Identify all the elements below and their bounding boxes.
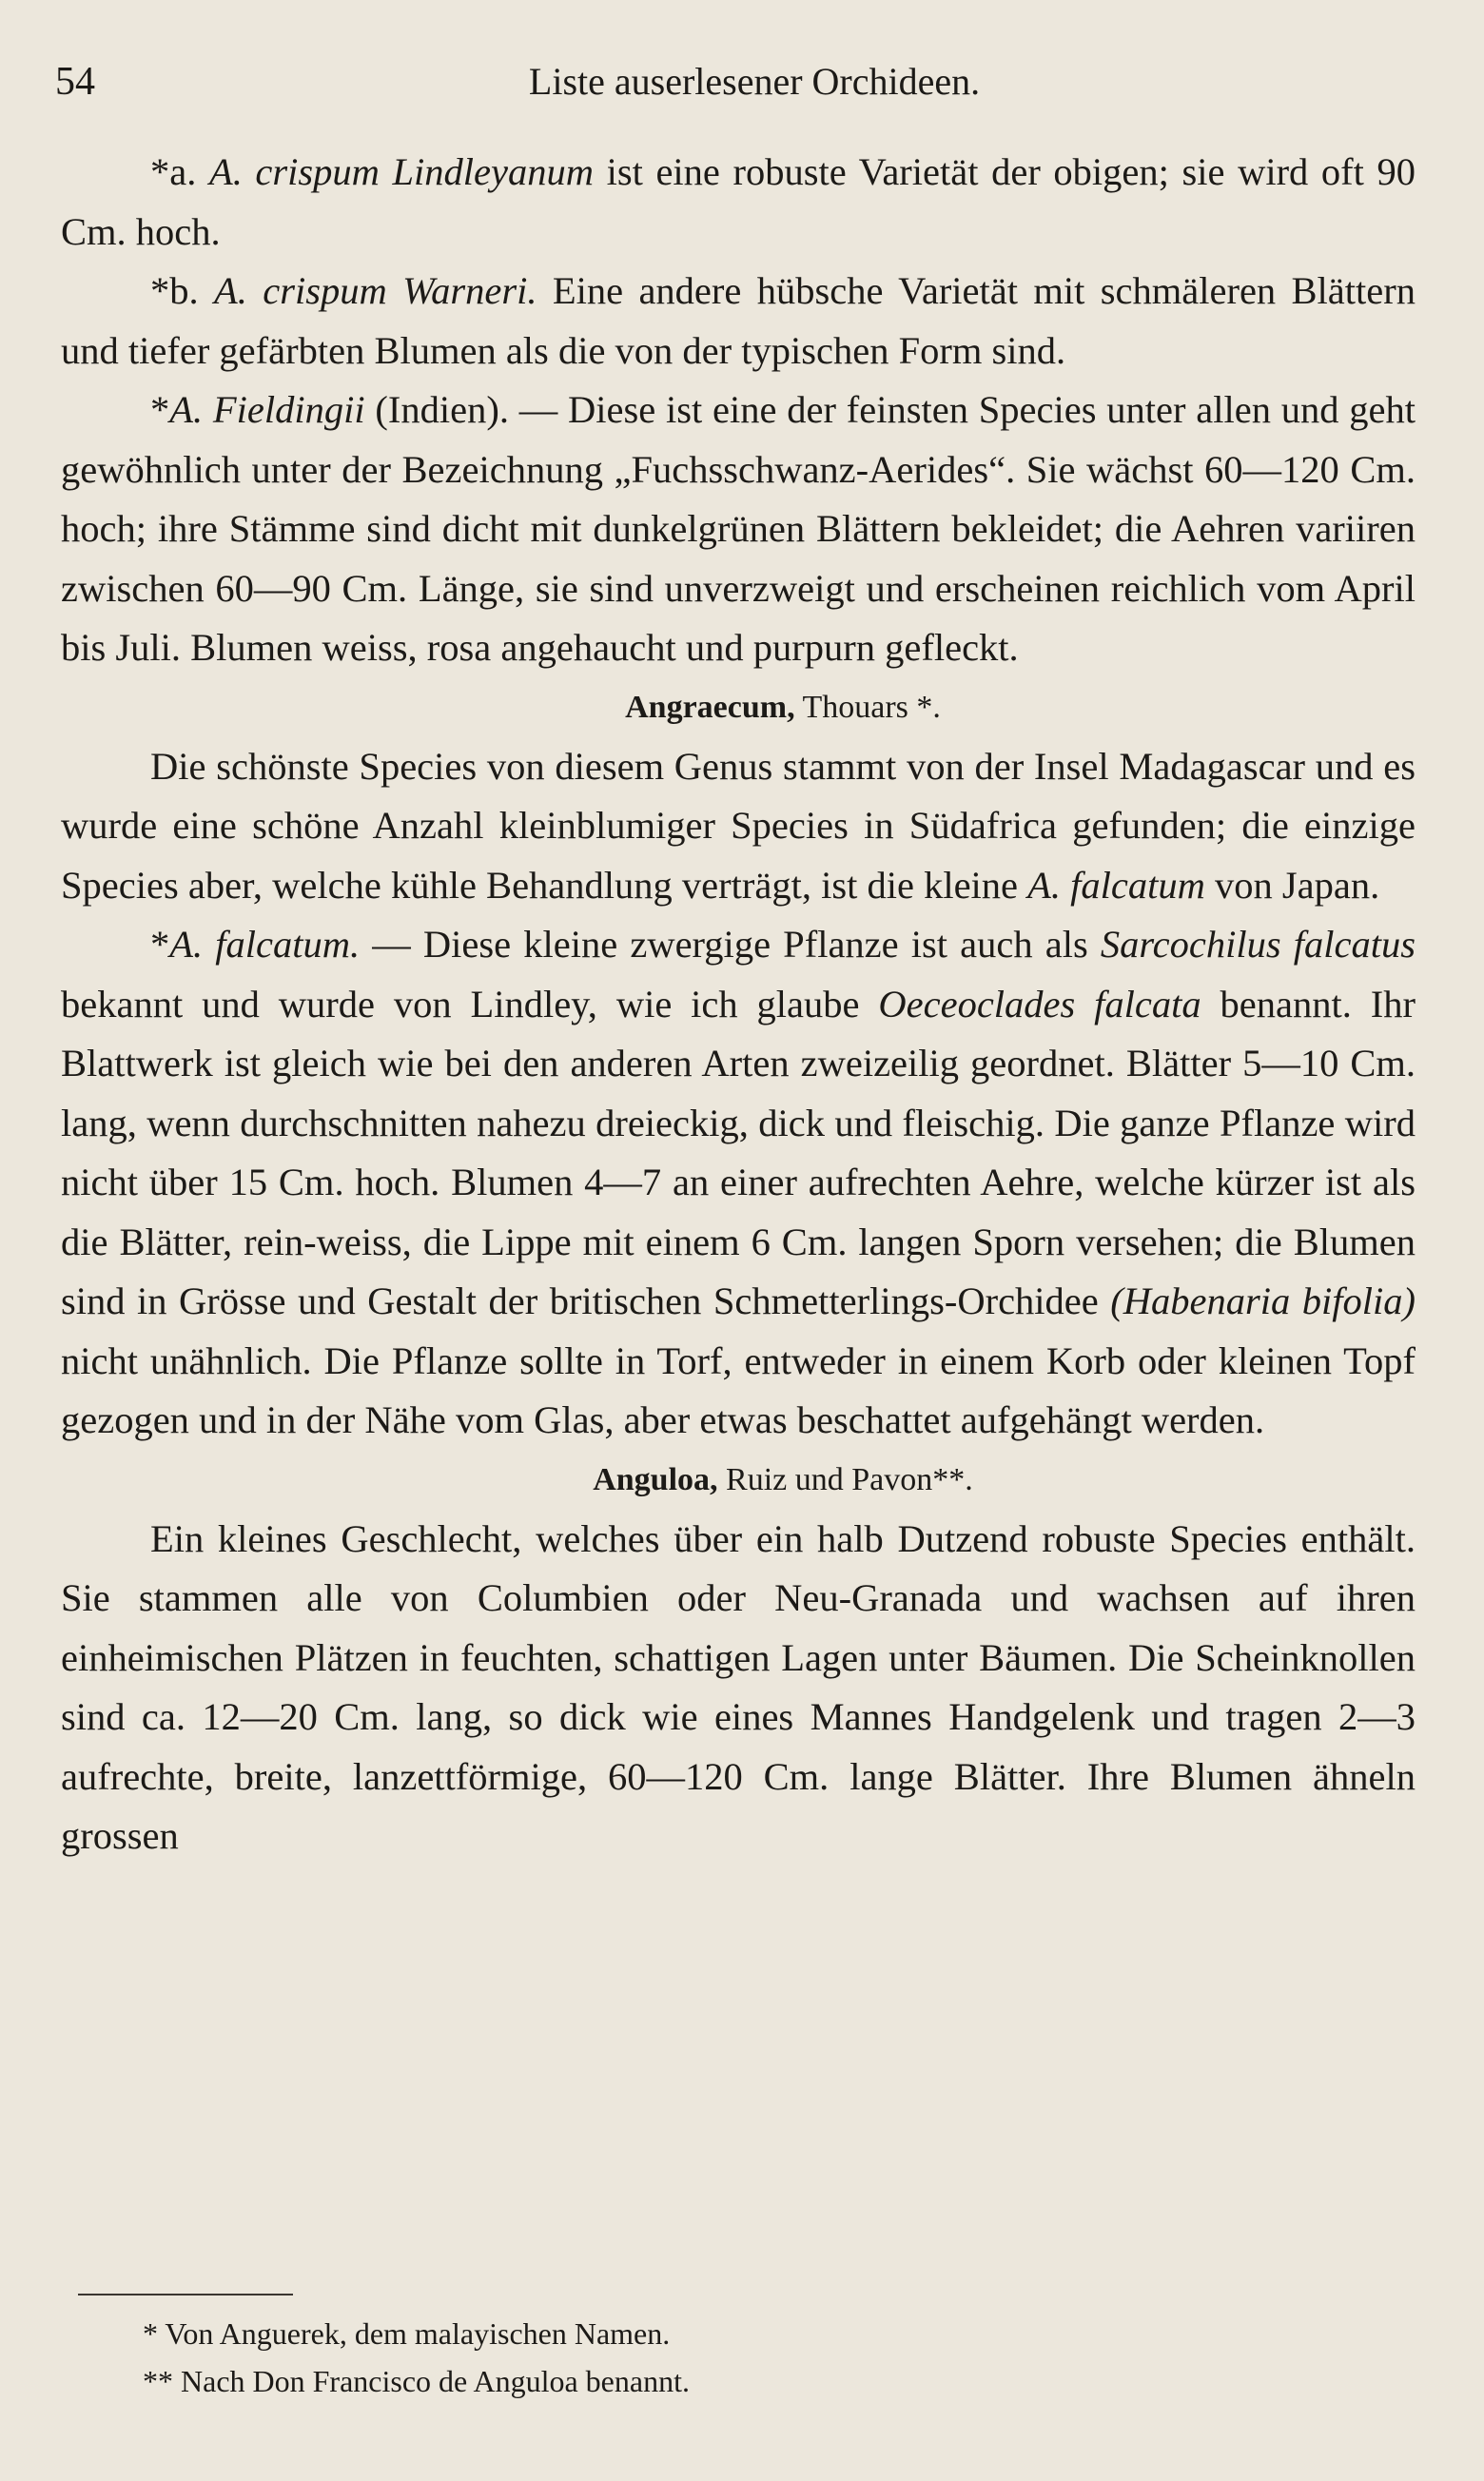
species-name: A. Fieldingii (169, 388, 365, 431)
synonym-name: Sarcochilus falcatus (1100, 923, 1416, 966)
angraecum-intro (61, 737, 1416, 916)
anguloa-description: Ein kleines Geschlecht, welches über ein halb Dutzend robuste Species enthält. Sie stammen alle von Columbien oder Neu-Granada und wachsen auf ihren einheimischen Plätzen in feuchten, schattigen Lagen unter Bäumen. Die Scheinknollen sind ca. 12—20 Cm. lang, so dick wie eines Mannes Handgelenk und tragen 2—3 aufrechte, breite, lanzettförmige, 60—120 Cm. lange Blätter. Ihre Blumen ähneln grossen (61, 1516, 1416, 1857)
entry-text: (Indien). — Diese ist eine der feinsten Species unter allen und geht gewöhnlich unter der Bezeichnung „Fuchsschwanz-Aerides“. Sie wächst 60—120 Cm. hoch; ihre Stämme sind dicht mit dunkelgrünen Blättern bekleidet; die Aehren variiren zwischen 60—90 Cm. Länge, sie sind unverzweigt und erscheinen reichlich vom April bis Juli. Blumen weiss, rosa angehaucht und purpurn gefleckt. (61, 388, 1416, 669)
species-name: A. crispum Lindleyanum (208, 150, 594, 193)
genus-heading-angraecum (61, 678, 1416, 737)
species-name: A. crispum Warneri. (214, 269, 537, 312)
genus-name: Angraecum, (625, 689, 795, 725)
entry-mark: * (150, 388, 170, 431)
page-body (61, 143, 1416, 1866)
running-title: Liste auserlesener Orchideen. (528, 60, 981, 103)
genus-author: Ruiz und Pavon**. (717, 1461, 973, 1497)
entry-crispum-lindleyanum (61, 143, 1416, 262)
entry-text: — Diese kleine zwergige Pflanze ist auch als (360, 923, 1101, 966)
intro-text: Die schönste Species von diesem Genus stammt von der Insel Madagascar und es wurde eine schöne Anzahl kleinblumiger Species in Südafrica gefunden; die einzige Species aber, welche kühle Behandlung verträgt, ist die kleine (61, 744, 1416, 907)
footnote: * Von Anguerek, dem malayischen Namen. (143, 2316, 671, 2351)
entry-fieldingii (61, 381, 1416, 678)
entry-crispum-warneri (61, 262, 1416, 381)
entry-mark: * (150, 923, 170, 966)
synonym-name: Oeceoclades falcata (878, 982, 1201, 1026)
entry-text: Eine andere hübsche Varietät mit schmäleren Blättern und tiefer gefärbten Blumen als die von der typischen Form sind. (61, 269, 1416, 372)
entry-text: bekannt und wurde von Lindley, wie ich glaube (61, 982, 879, 1026)
entry-text: ist eine robuste Varietät der obigen; sie wird oft 90 Cm. hoch. (61, 150, 1416, 253)
entry-text: nicht unähnlich. Die Pflanze sollte in Torf, entweder in einem Korb oder kleinen Topf gezogen und in der Nähe vom Glas, aber etwas beschattet aufgehängt werden. (61, 1338, 1416, 1441)
entry-falcatum (61, 915, 1416, 1451)
intro-end: von Japan. (1204, 863, 1380, 907)
page-number: 54 (55, 60, 95, 104)
genus-name: Anguloa, (593, 1461, 718, 1497)
genus-heading-anguloa (61, 1451, 1416, 1510)
species-name: A. falcatum (1027, 863, 1205, 907)
footnotes (143, 2310, 1284, 2405)
footnote: ** Nach Don Francisco de Anguloa benannt. (143, 2364, 690, 2398)
entry-mark: *b. (150, 269, 214, 312)
synonym-name: (Habenaria bifolia) (1110, 1280, 1416, 1322)
genus-author: Thouars *. (794, 689, 941, 725)
entry-text: benannt. Ihr Blattwerk ist gleich wie bei den anderen Arten zweizeilig geordnet. Blätter 5—10 Cm. lang, wenn durchschnitten nahezu dreieckig, dick und fleischig. Die ganze Pflanze wird nicht über 15 Cm. hoch. Blumen 4—7 an einer aufrechten Aehre, welche kürzer ist als die Blätter, rein-weiss, die Lippe mit einem 6 Cm. langen Sporn versehen; die Blumen sind in Grösse und Gestalt der britischen Schmetterlings-Orchidee (61, 982, 1416, 1322)
footnote-rule (78, 2294, 293, 2295)
page-header (55, 59, 1416, 116)
species-name: A. falcatum. (169, 923, 361, 966)
entry-mark: *a. (150, 150, 209, 193)
